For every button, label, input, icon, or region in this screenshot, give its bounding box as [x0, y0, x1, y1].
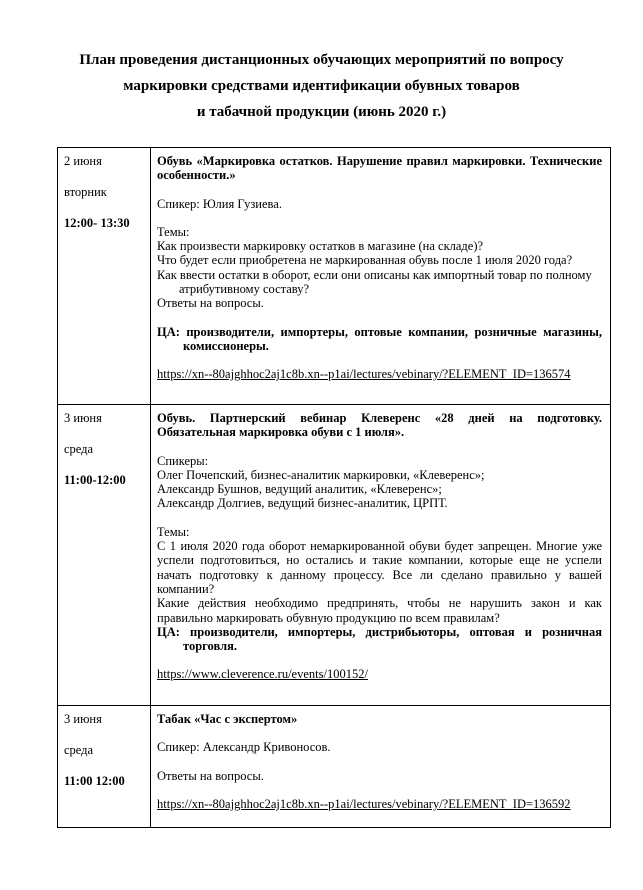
event-datetime-cell	[58, 706, 151, 828]
event-speaker: Олег Почепский, бизнес-аналитик маркировки, «Клеверенс»;	[157, 467, 485, 482]
event-weekday: среда	[64, 743, 94, 757]
event-speaker: Спикер: Юлия Гузиева.	[157, 196, 282, 211]
events-table	[57, 147, 611, 828]
event-speakers-label: Спикеры:	[157, 453, 209, 468]
event-heading: Табак «Час с экспертом»	[157, 712, 298, 726]
event-date: 3 июня	[64, 712, 102, 726]
event-link[interactable]: https://xn--80ajghhoc2aj1c8b.xn--p1ai/lectures/vebinary/?ELEMENT_ID=136574	[157, 367, 571, 382]
event-audience: ЦА: производители, импортеры, оптовые компании, розничные магазины, комиссионеры.	[157, 324, 602, 353]
event-link[interactable]: https://xn--80ajghhoc2aj1c8b.xn--p1ai/lectures/vebinary/?ELEMENT_ID=136592	[157, 796, 571, 811]
event-speaker: Спикер: Александр Кривоносов.	[157, 740, 331, 755]
event-row	[58, 148, 611, 405]
event-speaker: Александр Долгиев, ведущий бизнес-аналитик, ЦРПТ.	[157, 496, 448, 511]
event-weekday: среда	[64, 442, 94, 456]
event-topic: С 1 июля 2020 года оборот немаркированной обуви будет запрещен. Многие уже успели подготовиться, но остались и такие компании, которые еще не успели начать подготовку к данному процессу. Все ли сделано правильно у вашей компании?	[157, 539, 602, 596]
event-topic: Как ввести остатки в оборот, если они описаны как импортный товар по полному атрибутивному составу?	[157, 267, 592, 297]
event-time: 11:00 12:00	[64, 774, 125, 788]
title-line-1: План проведения дистанционных обучающих мероприятий по вопросу	[79, 52, 564, 68]
event-audience: ЦА: производители, импортеры, дистрибьюторы, оптовая и розничная торговля.	[157, 624, 602, 654]
document-title	[40, 47, 603, 125]
event-topic: Какие действия необходимо предпринять, чтобы не нарушить закон и как правильно маркировать обувную продукцию по всем правилам?	[157, 596, 602, 625]
event-time: 12:00- 13:30	[64, 216, 130, 230]
event-datetime-cell	[58, 148, 151, 405]
event-speaker: Александр Бушнов, ведущий аналитик, «Клеверенс»;	[157, 482, 442, 497]
event-note: Ответы на вопросы.	[157, 768, 264, 783]
title-line-2: маркировки средствами идентификации обувных товаров	[123, 78, 520, 94]
event-details-cell	[151, 405, 611, 706]
event-topics-label: Темы:	[157, 224, 190, 239]
title-line-3: и табачной продукции (июнь 2020 г.)	[196, 104, 447, 120]
event-details-cell	[151, 706, 611, 828]
event-date: 3 июня	[64, 411, 102, 425]
event-details-cell	[151, 148, 611, 405]
event-topic: Ответы на вопросы.	[157, 296, 264, 311]
event-weekday: вторник	[64, 185, 107, 199]
event-datetime-cell	[58, 405, 151, 706]
event-topic: Как произвести маркировку остатков в магазине (на складе)?	[157, 239, 484, 254]
event-link[interactable]: https://www.cleverence.ru/events/100152/	[157, 667, 368, 682]
event-date: 2 июня	[64, 154, 102, 168]
event-time: 11:00-12:00	[64, 473, 126, 487]
event-heading: Обувь «Маркировка остатков. Нарушение правил маркировки. Технические особенности.»	[157, 154, 602, 183]
event-topics-label: Темы:	[157, 524, 190, 539]
event-topic: Что будет если приобретена не маркированная обувь после 1 июля 2020 года?	[157, 253, 573, 268]
event-heading: Обувь. Партнерский вебинар Клеверенс «28 дней на подготовку. Обязательная маркировка обуви с 1 июля».	[157, 411, 602, 440]
event-row	[58, 706, 611, 828]
event-row	[58, 405, 611, 706]
